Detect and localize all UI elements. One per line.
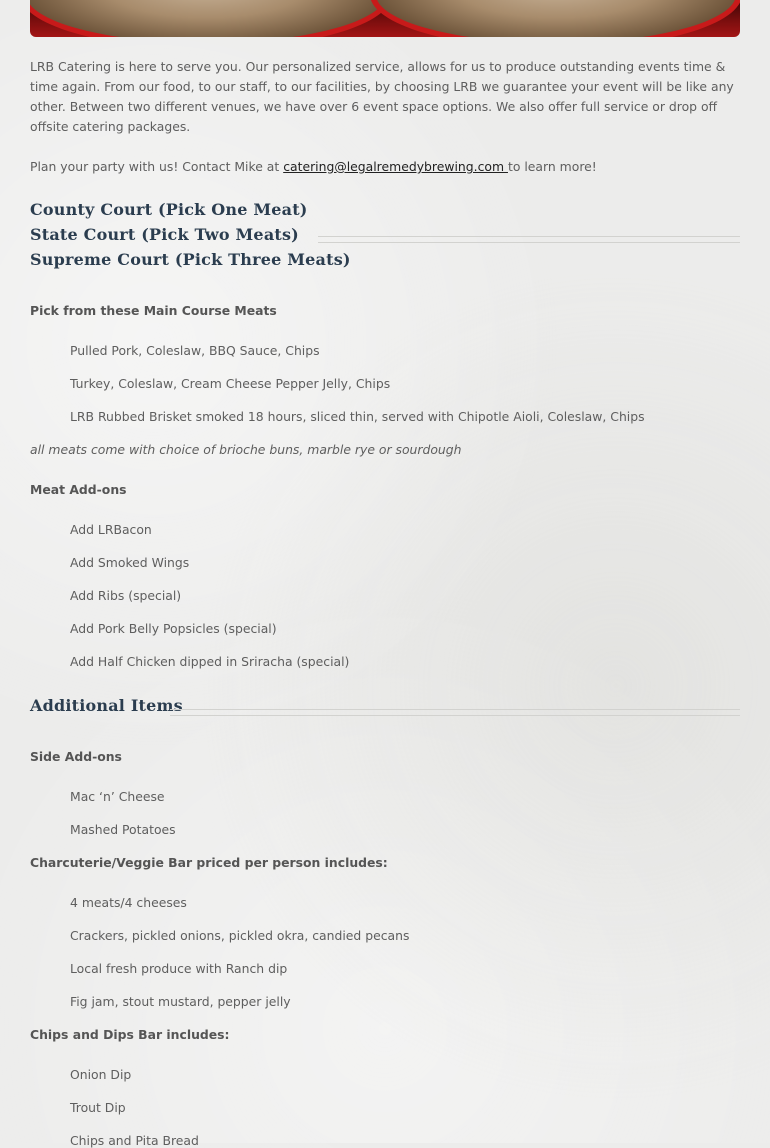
list-item: Chips and Pita Bread [70,1133,199,1148]
list-item: Add Ribs (special) [70,588,182,603]
meats-note: all meats come with choice of brioche buns, marble rye or sourdough [30,442,462,457]
list-item: 4 meats/4 cheeses [70,895,187,910]
additional-items-heading: Additional Items [30,696,183,715]
list-item: Fig jam, stout mustard, pepper jelly [70,994,291,1009]
hero-food-image [30,0,740,37]
list-item: Add Smoked Wings [70,555,190,570]
package-state-court: State Court (Pick Two Meats) [30,225,299,244]
contact-email-link[interactable]: catering@legalremedybrewing.com [283,159,508,174]
chips-dips-label: Chips and Dips Bar includes: [30,1027,230,1042]
food-bowl-right [370,0,740,37]
list-item: Add LRBacon [70,522,152,537]
additional-divider [170,709,740,716]
charcuterie-label: Charcuterie/Veggie Bar priced per person includes: [30,855,388,870]
intro-paragraph: LRB Catering is here to serve you. Our personalized service, allows for us to produce outstanding events time & time again. From our food, to our staff, to our facilities, by choosing LRB we guarantee your event will be like any other. Between two different venues, we have over 6 event space options. We also offer full service or drop off offsite catering packages. [30,59,734,134]
contact-before: Plan your party with us! Contact Mike at [30,159,284,174]
packages-divider [318,236,740,243]
contact-line [30,157,740,177]
list-item: Local fresh produce with Ranch dip [70,961,288,976]
packages-headings [30,197,351,272]
list-item: Onion Dip [70,1067,132,1082]
list-item: Mashed Potatoes [70,822,176,837]
list-item: Pulled Pork, Coleslaw, BBQ Sauce, Chips [70,343,320,358]
list-item: Turkey, Coleslaw, Cream Cheese Pepper Jelly, Chips [70,376,391,391]
list-item: Trout Dip [70,1100,126,1115]
list-item: Crackers, pickled onions, pickled okra, candied pecans [70,928,410,943]
list-item: Add Pork Belly Popsicles (special) [70,621,277,636]
side-addons-label: Side Add-ons [30,749,122,764]
list-item: LRB Rubbed Brisket smoked 18 hours, sliced thin, served with Chipotle Aioli, Coleslaw, Chips [70,409,645,424]
food-bowl-left [30,0,392,37]
package-county-court: County Court (Pick One Meat) [30,200,308,219]
contact-after: to learn more! [507,159,597,174]
meat-addons-label: Meat Add-ons [30,482,127,497]
main-meats-label: Pick from these Main Course Meats [30,303,277,318]
list-item: Mac ‘n’ Cheese [70,789,165,804]
package-supreme-court: Supreme Court (Pick Three Meats) [30,250,351,269]
list-item: Add Half Chicken dipped in Sriracha (special) [70,654,350,669]
